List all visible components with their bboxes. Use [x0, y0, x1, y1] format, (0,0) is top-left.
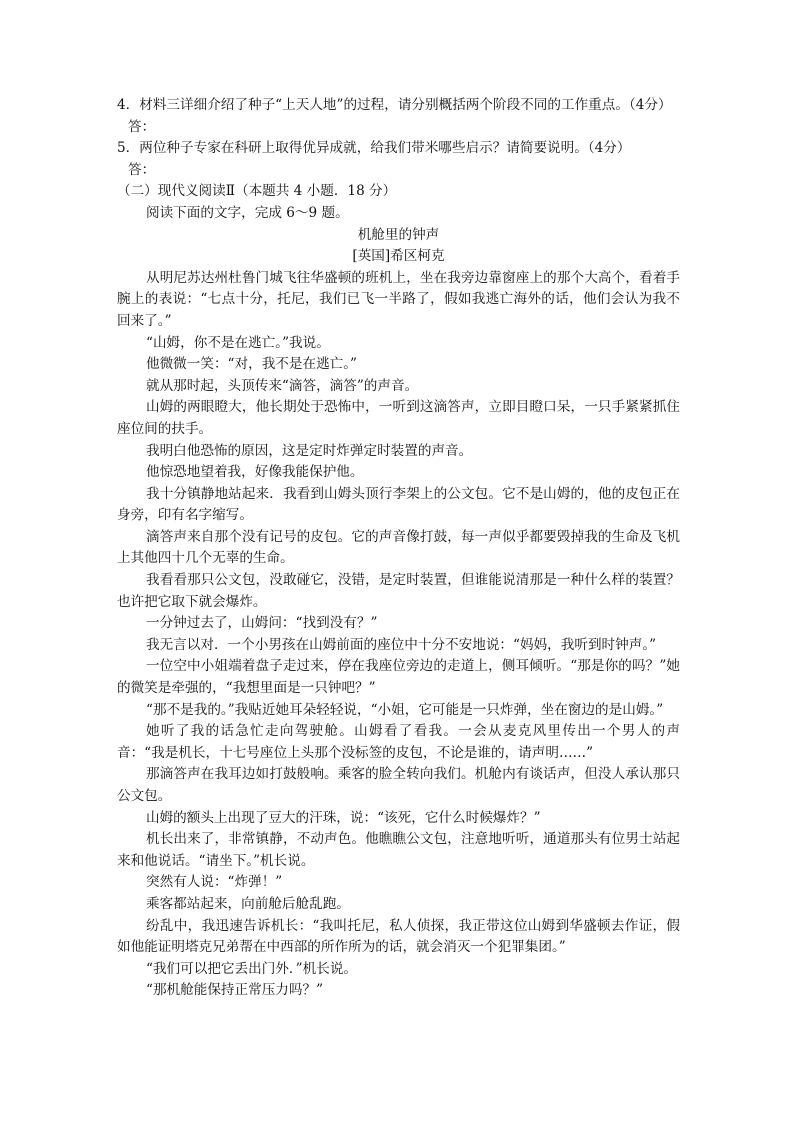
- question-4: 4．材料三详细介绍了种子“上天人地”的过程，请分别概括两个阶段不同的工作重点。（4分）: [117, 97, 672, 113]
- article-paragraph: 她听了我的话急忙走向驾驶舱。山姆看了看我。一会从麦克风里传出一个男人的声音：“我是机长，十七号座位上头那个没标签的皮包，不论是谁的，请声明……”: [117, 723, 680, 761]
- article-paragraph: 一分钟过去了，山姆问：“找到没有？”: [146, 615, 378, 632]
- article-title: 机舱里的钟声: [357, 226, 440, 243]
- article-author: [英国]希区柯克: [352, 248, 445, 265]
- question-4-answer-label: 答：: [128, 118, 156, 135]
- article-paragraph: 他惊恐地望着我，好像我能保护他。: [146, 464, 364, 481]
- section-instruction: 阅读下面的文字，完成 6～9 题。: [146, 204, 349, 221]
- article-paragraph: 我明白他恐怖的原因，这是定时炸弹定时装置的声音。: [146, 442, 473, 459]
- article-paragraph: 那滴答声在我耳边如打鼓般响。乘客的脸全转向我们。机舱内有谈话声，但没人承认那只公文包。: [117, 766, 680, 804]
- article-paragraph: 滴答声来自那个没有记号的皮包。它的声音像打鼓，每一声似乎都要毁掉我的生命及飞机上其他四十几个无辜的生命。: [117, 528, 680, 567]
- article-paragraph: “那不是我的。”我贴近她耳朵轻轻说，“小姐，它可能是一只炸弹，坐在窗边的是山姆。”: [146, 701, 664, 718]
- article-paragraph: 他微微一笑：“对，我不是在逃亡。”: [146, 356, 358, 373]
- article-paragraph: “那机舱能保持正常压力吗？”: [146, 982, 324, 999]
- article-paragraph: 山姆的两眼瞪大，他长期处于恐怖中，一听到这滴答声，立即目瞪口呆，一只手紧紧抓住座位间的扶手。: [117, 399, 680, 437]
- article-paragraph: “山姆，你不是在逃亡。”我说。: [146, 334, 330, 351]
- article-paragraph: 山姆的额头上出现了豆大的汗珠，说：“该死，它什么时候爆炸？”: [146, 809, 541, 826]
- article-paragraph: 从明尼苏达州杜鲁门城飞往华盛顿的班机上，坐在我旁边靠窗座上的那个大高个，看着手腕上的表说：“七点十分，托尼，我们已飞一半路了，假如我逃亡海外的话，他们会认为我不回来了。”: [117, 269, 680, 329]
- article-paragraph: “我们可以把它丢出门外．”机长说。: [146, 960, 358, 977]
- section-heading: （二）现代义阅读Ⅱ（本题共 4 小题．18 分）: [117, 183, 397, 200]
- article-paragraph: 我十分镇静地站起来．我看到山姆头顶行李架上的公文包。它不是山姆的，他的皮包正在身旁，印有名字缩写。: [117, 485, 680, 524]
- article-paragraph: 就从那时起，头顶传来“滴答，滴答”的声音。: [146, 377, 419, 394]
- article-paragraph: 乘客都站起来，向前舱后舱乱跑。: [146, 895, 350, 912]
- article-paragraph: 突然有人说：“炸弹！”: [146, 874, 283, 891]
- article-paragraph: 我无言以对．一个小男孩在山姆前面的座位中十分不安地说：“妈妈，我听到时钟声。”: [146, 636, 657, 653]
- article-paragraph: 机长出来了，非常镇静，不动声色。他瞧瞧公文包，注意地听听，通道那头有位男士站起来和他说话。“请坐下。”机长说。: [117, 831, 680, 869]
- article-paragraph: 纷乱中，我迅速告诉机长：“我叫托尼，私人侦探，我正带这位山姆到华盛顿去作证，假如他能证明塔克兄弟帮在中西部的所作所为的话，就会消灭一个犯罪集团。”: [117, 917, 680, 956]
- article-paragraph: 我看看那只公文包，没敢碰它，没错，是定时装置，但谁能说清那是一种什么样的装置？也许把它取下就会爆炸。: [117, 572, 680, 610]
- article-paragraph: 一位空中小姐端着盘子走过来，停在我座位旁边的走道上，侧耳倾听。“那是你的吗？”她的微笑是牵强的，“我想里面是一只钟吧？”: [117, 658, 680, 697]
- question-5-answer-label: 答：: [128, 161, 156, 178]
- document-content: [117, 95, 680, 1002]
- question-5: 5．两位种子专家在科研上取得优异成就，给我们带米哪些启示？请简要说明。（4分）: [117, 140, 631, 157]
